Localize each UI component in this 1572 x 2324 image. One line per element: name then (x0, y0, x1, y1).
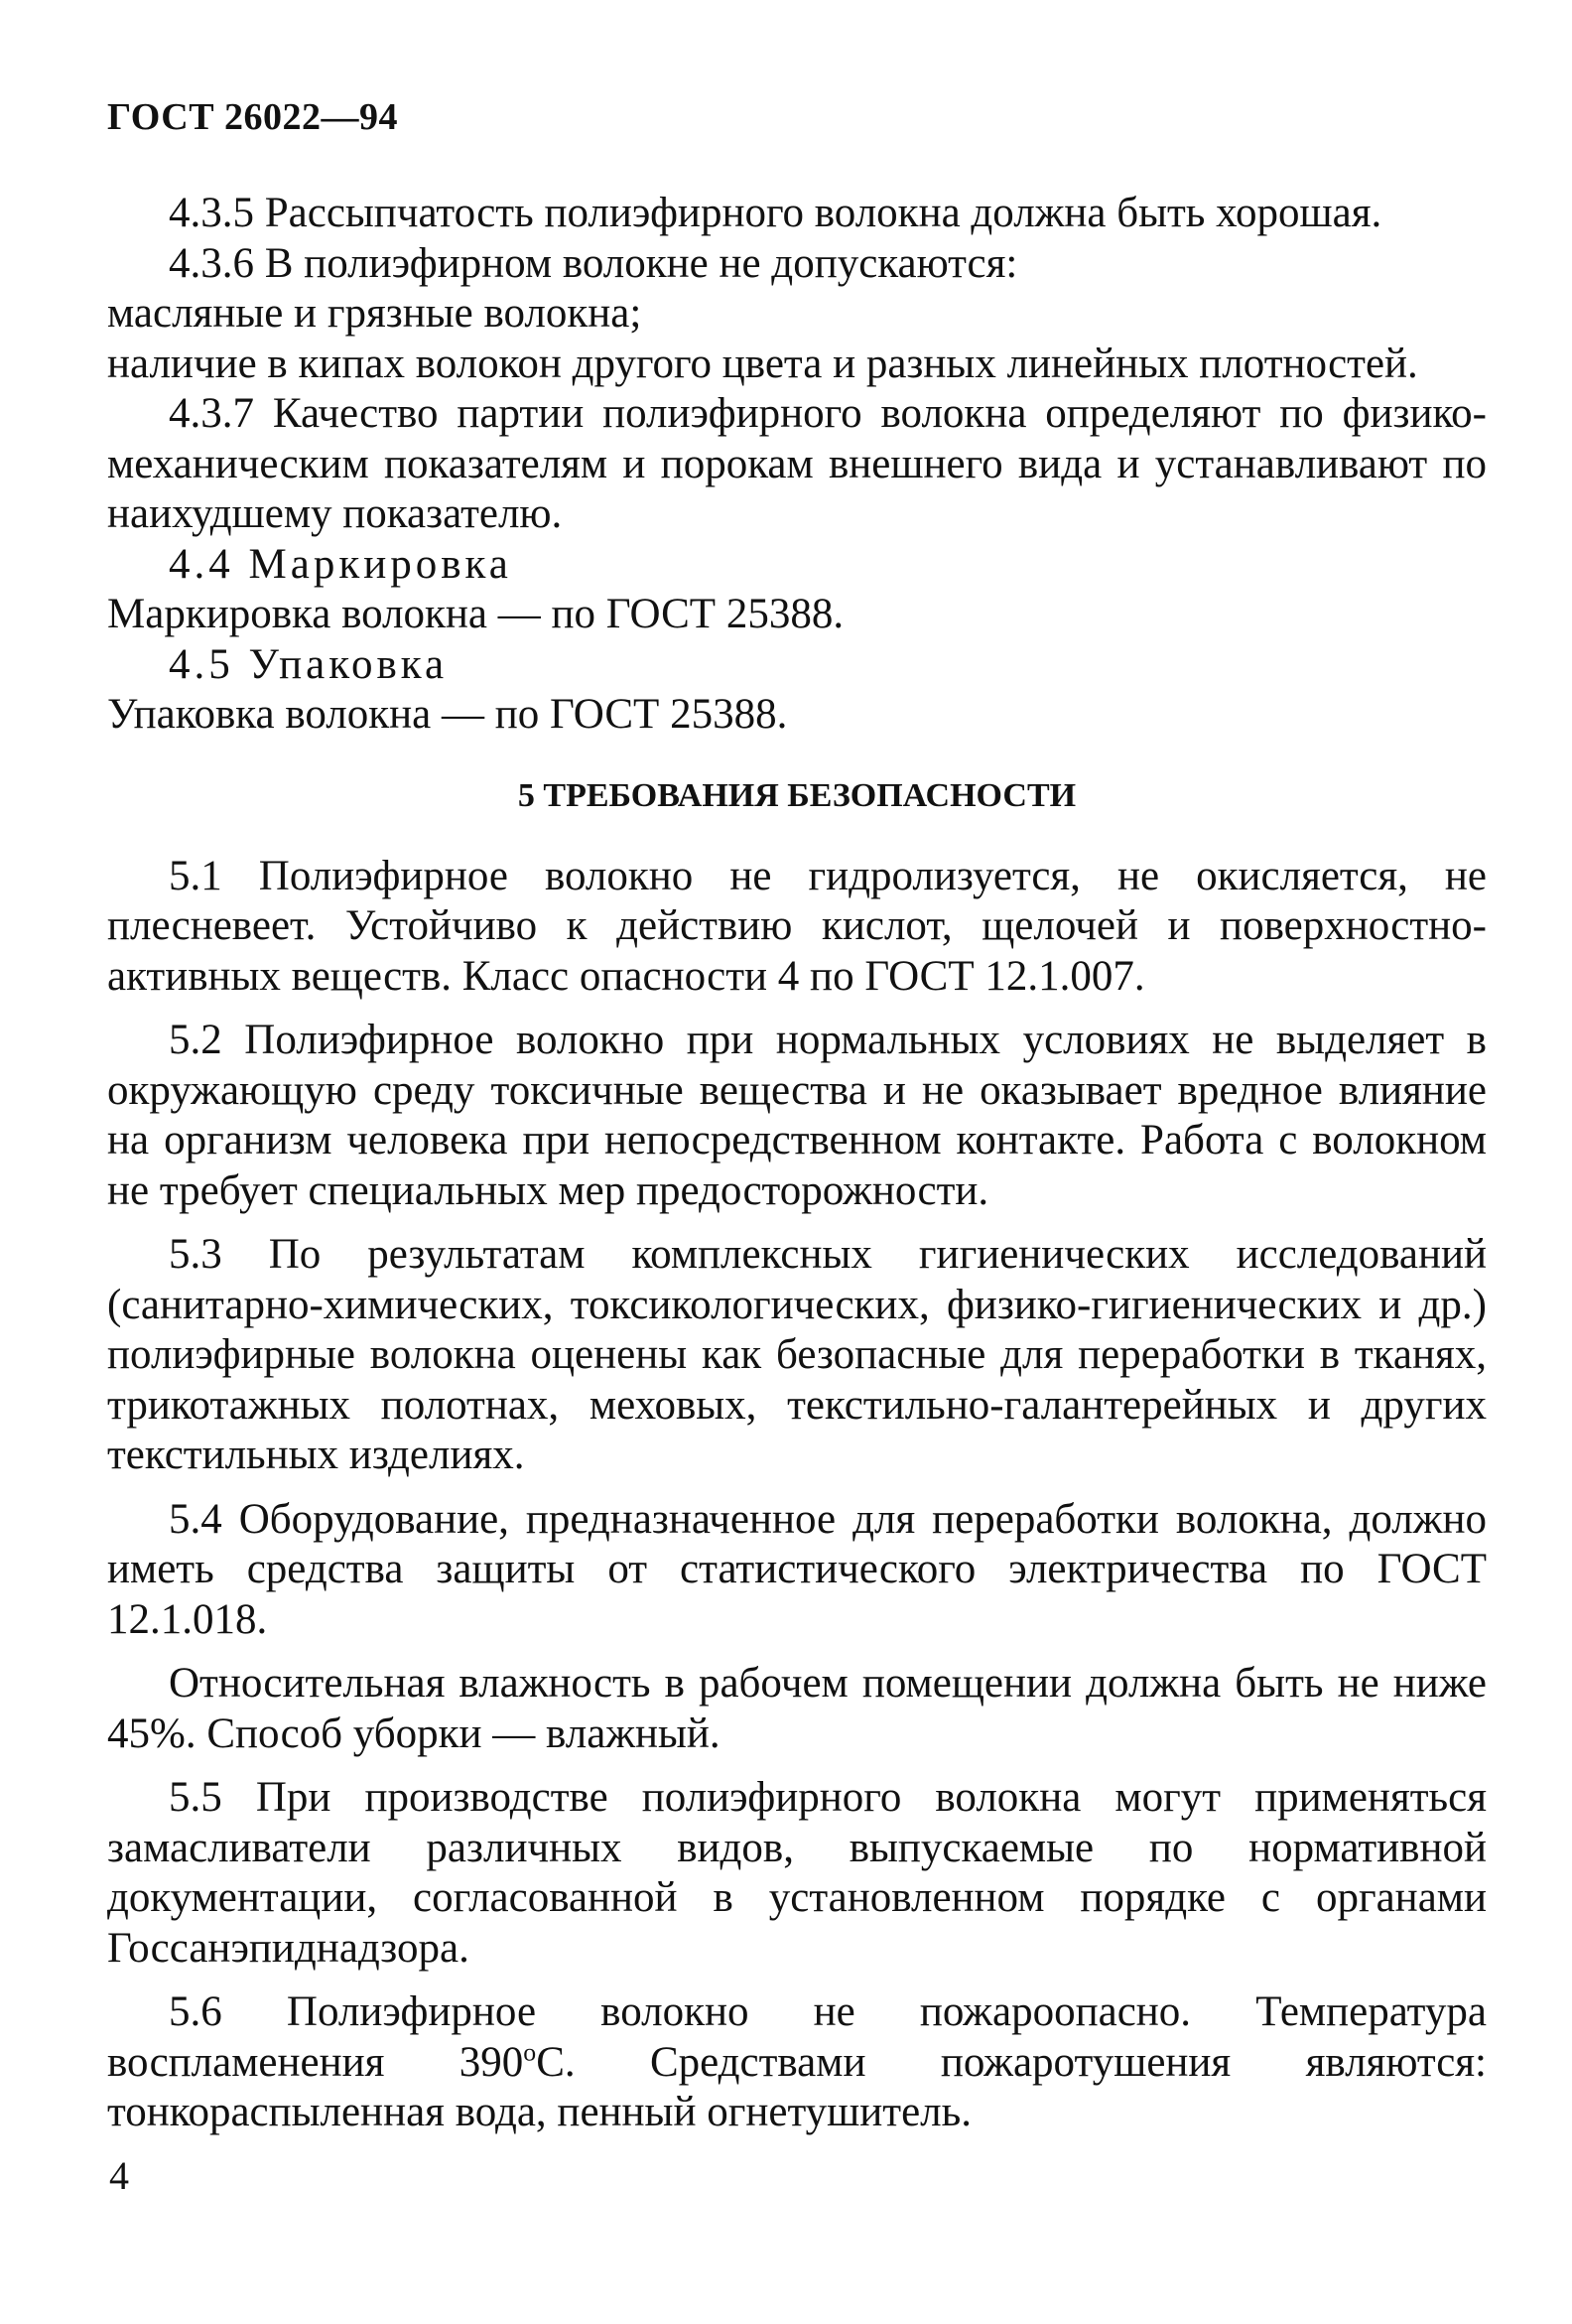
subheading-4-5: 4.5 Упаковка (169, 640, 449, 688)
paragraph-4-5: Упаковка волокна — по ГОСТ 25388. (107, 691, 788, 738)
paragraph-5-6-text-end: С. Средствами пожаротушения являются: тонкораспыленная вода, пенный огнетушитель. (107, 2038, 1487, 2135)
paragraph-5-2: 5.2 Полиэфирное волокно при нормальных условиях не выделяет в окружающую среду токсичные вещества и не оказывает вредное влияние на организм человека при непосредственном контакте. Работа с волокном не требует специальных мер предосторожности. (107, 1017, 1487, 1214)
page-number: 4 (109, 2153, 129, 2198)
paragraph-5-6-text-start: 5.6 Полиэфирное волокно не пожароопасно. Температура воспламенения 390 (107, 1988, 1487, 2086)
paragraph-4-3-6-item-1: масляные и грязные волокна; (107, 290, 642, 337)
paragraph-4-3-7: 4.3.7 Качество партии полиэфирного волокна определяют по физико-механическим показателям и порокам внешнего вида и устанавливают по наихудшему показателю. (107, 390, 1487, 537)
paragraph-5-3: 5.3 По результатам комплексных гигиенических исследований (санитарно-химических, токсикологических, физико-гигиенических и др.) полиэфирные волокна оценены как безопасные для переработки в тканях, трикотажных полотнах, меховых, текстильно-галантерейных и других текстильных изделиях. (107, 1231, 1487, 1478)
paragraph-4-3-6-item-2: наличие в кипах волокон другого цвета и разных линейных плотностей. (107, 340, 1418, 387)
paragraph-4-3-5: 4.3.5 Рассыпчатость полиэфирного волокна должна быть хорошая. (169, 190, 1382, 236)
paragraph-5-4-humidity: Относительная влажность в рабочем помещении должна быть не ниже 45%. Способ уборки — влажный. (107, 1660, 1487, 1757)
document-header: ГОСТ 26022—94 (107, 96, 399, 138)
subheading-4-4: 4.4 Маркировка (169, 540, 512, 588)
paragraph-4-4: Маркировка волокна — по ГОСТ 25388. (107, 591, 845, 637)
section-5-title: 5 ТРЕБОВАНИЯ БЕЗОПАСНОСТИ (517, 776, 1077, 814)
paragraph-5-4: 5.4 Оборудование, предназначенное для переработки волокна, должно иметь средства защиты от статистического электричества по ГОСТ 12.1.018. (107, 1495, 1487, 1643)
page-content (107, 189, 1487, 2138)
paragraph-4-3-6: 4.3.6 В полиэфирном волокне не допускаются: (169, 239, 1018, 287)
paragraph-5-1: 5.1 Полиэфирное волокно не гидролизуется, не окисляется, не плесневеет. Устойчиво к действию кислот, щелочей и поверхностно-активных веществ. Класс опасности 4 по ГОСТ 12.1.007. (107, 852, 1487, 1000)
paragraph-5-5: 5.5 При производстве полиэфирного волокна могут применяться замасливатели различных видов, выпускаемые по нормативной документации, согласованной в установленном порядке с органами Госсанэпиднадзора. (107, 1774, 1487, 1972)
paragraph-5-6 (107, 1987, 1487, 2138)
degree-superscript: о (523, 2037, 537, 2067)
